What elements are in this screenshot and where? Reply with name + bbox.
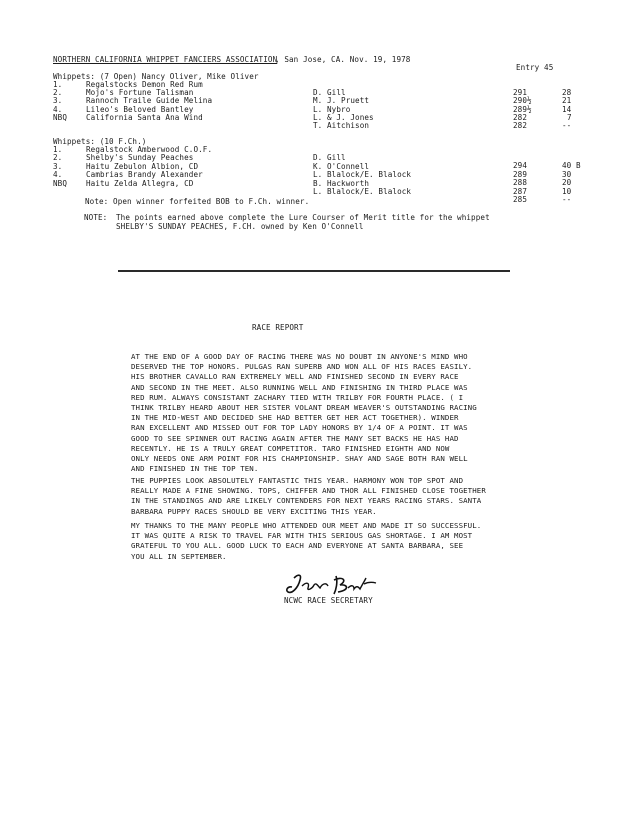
section2-title: Whippets: (10 F.Ch.): [53, 137, 147, 146]
report-line: MY THANKS TO THE MANY PEOPLE WHO ATTENDED OUR MEET AND MADE IT SO SUCCESSFUL.: [131, 521, 482, 530]
section2-extra-dash: --: [562, 195, 572, 204]
report-paragraph-2: [131, 476, 506, 517]
result-dog: Shelby's Sunday Peaches: [86, 153, 194, 162]
entry-count: Entry 45: [516, 63, 554, 72]
result-dog: Regalstock Amberwood C.O.F.: [86, 145, 213, 154]
result-dog: Cambrias Brandy Alexander: [86, 170, 203, 179]
result-dog: Haitu Zebulon Albion, CD: [86, 162, 199, 171]
report-paragraph-3: [131, 521, 506, 562]
note-line1: The points earned above complete the Lure Courser of Merit title for the whippet: [116, 213, 490, 222]
report-line: BARBARA PUPPY RACES SHOULD BE VERY EXCITING THIS YEAR.: [131, 506, 377, 516]
result-points: 291: [513, 88, 528, 97]
report-line: IN THE STANDINGS AND ARE LIKELY CONTENDERS FOR NEXT YEARS RACING STARS. SANTA: [131, 496, 482, 506]
result-place: NBQ: [53, 179, 68, 188]
result-place: 2.: [53, 153, 63, 162]
report-line: IN THE MID-WEST AND DECIDED SHE HAD BETTER GET HER ACT TOGETHER). WINDER: [131, 413, 459, 423]
note-line2: SHELBY'S SUNDAY PEACHES, F.CH. owned by Ken O'Connell: [116, 222, 364, 231]
result-owner: K. O'Connell: [313, 162, 370, 171]
result-score: 7: [567, 113, 572, 122]
section1-title: Whippets: (7 Open) Nancy Oliver, Mike Oliver: [53, 72, 259, 81]
section2-extra-score: 285: [513, 195, 528, 204]
result-place: NBQ: [53, 113, 68, 122]
report-line: AND FINISHED IN THE TOP TEN.: [131, 464, 259, 474]
result-points: 282: [513, 121, 528, 130]
result-points: 289: [513, 170, 528, 179]
result-owner: L. Nybro: [313, 105, 351, 114]
report-line: THINK TRILBY HEARD ABOUT HER SISTER VOLANT DREAM WEAVER'S OUTSTANDING RACING: [131, 403, 477, 413]
report-line: THE PUPPIES LOOK ABSOLUTELY FANTASTIC THIS YEAR. HARMONY WON TOP SPOT AND: [131, 476, 464, 485]
horizontal-rule: [118, 270, 510, 272]
result-score: 21: [562, 96, 572, 105]
report-line: AND SECOND IN THE MEET. ALSO RUNNING WELL AND FINISHING IN THIRD PLACE WAS: [131, 382, 468, 392]
result-place: 4.: [53, 170, 63, 179]
result-score: 30: [562, 170, 572, 179]
result-owner: D. Gill: [313, 153, 346, 162]
result-score: 14: [562, 105, 572, 114]
result-points: 294: [513, 161, 528, 170]
result-dog: Mojo's Fortune Talisman: [86, 88, 194, 97]
report-line: RED RUM. ALWAYS CONSISTANT ZACHARY TIED WITH TRILBY FOR FOURTH PLACE. ( I: [131, 392, 464, 402]
report-title: RACE REPORT: [252, 323, 304, 332]
report-line: REALLY MADE A FINE SHOWING. TOPS, CHIFFER AND THOR ALL FINISHED CLOSE TOGETHER: [131, 486, 486, 496]
result-points: 289½: [513, 105, 532, 114]
result-dog: Haitu Zelda Allegra, CD: [86, 179, 194, 188]
report-line: HIS BROTHER CAVALLO RAN EXTREMELY WELL AND FINISHED SECOND IN EVERY RACE: [131, 372, 459, 382]
result-place: 3.: [53, 162, 63, 171]
location-date: , San Jose, CA. Nov. 19, 1978: [275, 55, 411, 64]
report-line: GRATEFUL TO YOU ALL. GOOD LUCK TO EACH AND EVERYONE AT SANTA BARBARA, SEE: [131, 541, 464, 551]
result-score: 28: [562, 88, 572, 97]
result-place: 1.: [53, 145, 63, 154]
result-place: 2.: [53, 88, 63, 97]
result-score: 10: [562, 187, 572, 196]
result-place: 4.: [53, 105, 63, 114]
result-dog: Lileo's Beloved Bantley: [86, 105, 194, 114]
signature-title: NCWC RACE SECRETARY: [284, 596, 373, 605]
report-line: IT WAS QUITE A RISK TO TRAVEL FAR WITH THIS SERIOUS GAS SHORTAGE. I AM MOST: [131, 531, 473, 541]
report-line: ONLY NEEDS ONE ARM POINT FOR HIS CHAMPIONSHIP. SHAY AND SAGE BOTH RAN WELL: [131, 454, 468, 464]
result-owner: L. Blalock/E. Blalock: [313, 170, 412, 179]
result-place: 1.: [53, 80, 63, 89]
note-label: NOTE:: [84, 213, 108, 222]
result-score: --: [562, 121, 572, 130]
report-line: RECENTLY. HE IS A TRULY GREAT COMPETITOR. TARO FINISHED EIGHTH AND NOW: [131, 443, 450, 453]
org-name: NORTHERN CALIFORNIA WHIPPET FANCIERS ASSOCIATION: [53, 55, 278, 64]
result-points: 288: [513, 178, 528, 187]
result-owner: L. Blalock/E. Blalock: [313, 187, 412, 196]
report-line: RAN EXCELLENT AND MISSED OUT FOR TOP LADY HONORS BY 1/4 OF A POINT. IT WAS: [131, 423, 468, 433]
result-points: 282: [513, 113, 528, 122]
report-line: AT THE END OF A GOOD DAY OF RACING THERE WAS NO DOUBT IN ANYONE'S MIND WHO: [131, 352, 468, 361]
section2-note: Note: Open winner forfeited BOB to F.Ch. winner.: [85, 197, 310, 206]
result-place: 3.: [53, 96, 63, 105]
report-line: YOU ALL IN SEPTEMBER.: [131, 551, 227, 561]
result-score: 20: [562, 178, 572, 187]
result-points: 287: [513, 187, 528, 196]
result-owner: T. Aitchison: [313, 121, 370, 130]
report-line: GOOD TO SEE SPINNER OUT RACING AGAIN AFTER THE MANY SET BACKS HE HAS HAD: [131, 433, 459, 443]
result-dog: Regalstocks Demon Red Rum: [86, 80, 203, 89]
result-owner: L. & J. Jones: [313, 113, 374, 122]
result-owner: M. J. Pruett: [313, 96, 370, 105]
report-line: DESERVED THE TOP HONORS. PULGAS RAN SUPERB AND WON ALL OF HIS RACES EASILY.: [131, 362, 473, 372]
result-score: 40 B: [562, 161, 581, 170]
result-points: 290½: [513, 96, 532, 105]
result-owner: B. Hackworth: [313, 179, 370, 188]
result-dog: California Santa Ana Wind: [86, 113, 203, 122]
report-paragraph-1: [131, 352, 506, 474]
result-dog: Rannoch Traile Guide Melina: [86, 96, 213, 105]
result-owner: D. Gill: [313, 88, 346, 97]
